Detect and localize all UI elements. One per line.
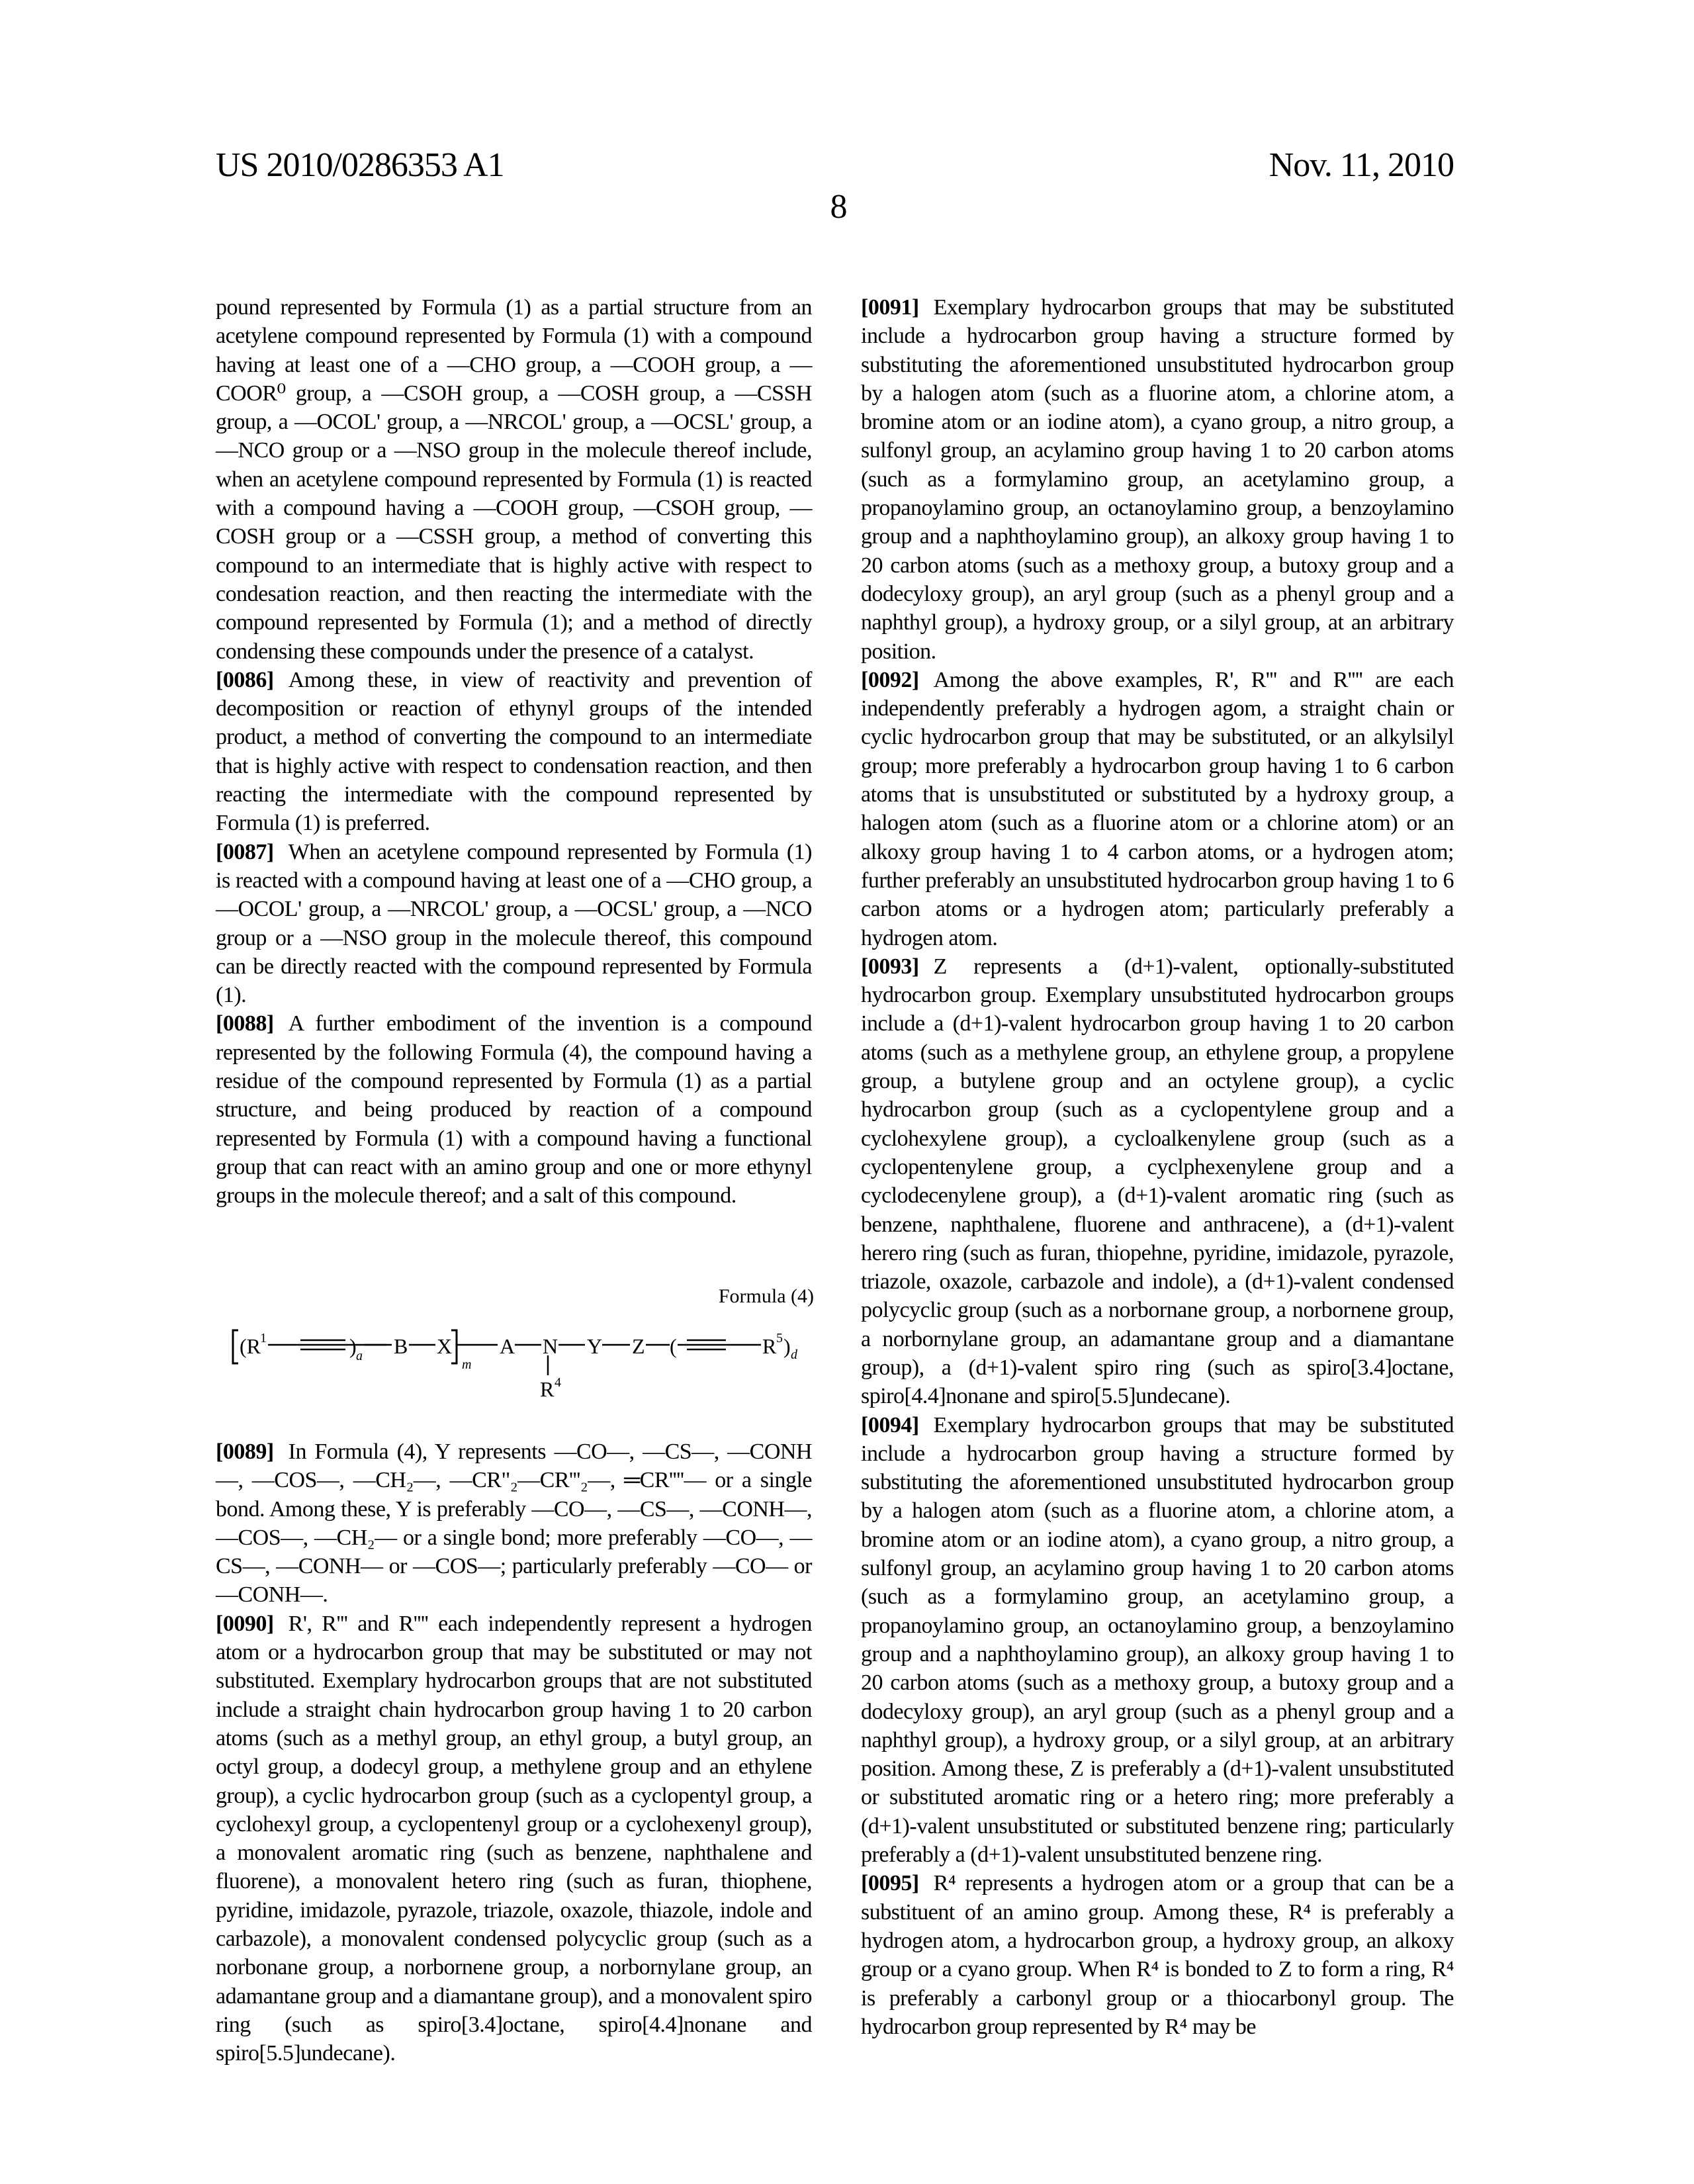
formula-r4-sup: 4 — [555, 1375, 561, 1390]
paragraph-number: [0088] — [216, 1011, 274, 1036]
formula-paren-open: ( — [670, 1334, 677, 1358]
paragraph-0087 — [216, 838, 812, 1010]
paragraph-number: [0086] — [216, 668, 274, 692]
paragraph-number: [0089] — [216, 1439, 274, 1464]
formula-sub-m: m — [462, 1357, 471, 1372]
paragraph-number: [0091] — [861, 295, 919, 320]
formula-y: Y — [587, 1334, 602, 1358]
paragraph-0091 — [861, 293, 1454, 666]
paragraph-text: Exemplary hydrocarbon groups that may be substituted include a hydrocarbon group having a structure formed by substituting the aforementioned unsubstituted hydrocarbon group by a halogen atom (such as a fluorine atom, a chlorine atom, a bromine atom or an iodine atom), a cyano group, a nitro group, a sulfonyl group, an acylamino group having 1 to 20 carbon atoms (such as a formylamino group, an acetylamino group, a propanoylamino group, an octanoylamino group, a benzoylamino group and a naphthoylamino group), an alkoxy group having 1 to 20 carbon atoms (such as a methoxy group, a butoxy group and a dodecyloxy group), an aryl group (such as a phenyl group and a naphthyl group), a hydroxy group, or a silyl group, at an arbitrary position. — [861, 295, 1454, 664]
paragraph-text: In Formula (4), Y represents —CO—, —CS—, —CONH—, —COS—, —CH₂—, —CR"₂—CR'''₂—, ═CR''''— or a single bond. Among these, Y is preferably —CO—, —CS—, —CONH—, —COS—, —CH₂— or a single bond; more preferably —CO—, —CS—, —CONH— or —COS—; particularly preferably —CO— or —CONH—. — [216, 1439, 812, 1607]
paragraph-0092 — [861, 666, 1454, 952]
paragraph-number: [0092] — [861, 668, 919, 692]
publication-number: US 2010/0286353 A1 — [216, 146, 504, 185]
paragraph-text: Among the above examples, R', R''' and R'''' are each independently preferably a hydrogen agom, a straight chain or cyclic hydrocarbon group that may be substituted, or an alkylsilyl group; more preferably a hydrocarbon group having 1 to 6 carbon atoms that is unsubstituted or substituted by a hydroxy group, a halogen atom (such as a fluorine atom or a chlorine atom) or an alkoxy group having 1 to 4 carbon atoms, or a hydrogen atom; further preferably an unsubstituted hydrocarbon group having 1 to 6 carbon atoms or a hydrogen atom; particularly preferably a hydrogen atom. — [861, 668, 1454, 950]
formula-b: B — [394, 1334, 408, 1358]
left-column-bottom — [216, 1437, 812, 2068]
paragraph-text: R⁴ represents a hydrogen atom or a group that can be a substituent of an amino group. Among these, R⁴ is preferably a hydrogen atom, a hydrocarbon group, a hydroxy group, an alkoxy group or a cyano group. When R⁴ is bonded to Z to form a ring, R⁴ is preferably a carbonyl group or a thiocarbonyl group. The hydrocarbon group represented by R⁴ may be — [861, 1871, 1454, 2038]
paragraph-0089 — [216, 1437, 812, 1610]
paragraph-number: [0087] — [216, 840, 274, 864]
formula-r5: R — [762, 1334, 777, 1358]
formula-r4: R — [540, 1377, 555, 1401]
paragraph-0086 — [216, 666, 812, 838]
formula-z: Z — [632, 1334, 645, 1358]
paragraph-0094 — [861, 1411, 1454, 1870]
formula-n: N — [543, 1334, 558, 1358]
publication-date: Nov. 11, 2010 — [1269, 146, 1454, 185]
formula-sub-a: a — [356, 1349, 363, 1363]
right-column — [861, 293, 1454, 2041]
paragraph-text: pound represented by Formula (1) as a partial structure from an acetylene compound represented by Formula (1) with a compound having at least one of a —CHO group, a —COOH group, a —COOR⁰ group, a —CSOH group, a —COSH group, a —CSSH group, a —OCOL' group, a —NRCOL' group, a —OCSL' group, a —NCO group or a —NSO group in the molecule thereof include, when an acetylene compound represented by Formula (1) is reacted with a compound having a —COOH group, —CSOH group, —COSH group or a —CSSH group, a method of converting this compound to an intermediate that is highly active with respect to condesation reaction, and then reacting the intermediate with the compound represented by Formula (1); and a method of directly condensing these compounds under the presence of a catalyst. — [216, 295, 812, 664]
paragraph-number: [0094] — [861, 1413, 919, 1437]
paragraph-text: R', R''' and R'''' each independently represent a hydrogen atom or a hydrocarbon group that may be substituted or may not substituted. Exemplary hydrocarbon groups that are not substituted include a straight chain hydrocarbon group having 1 to 20 carbon atoms (such as a methyl group, an ethyl group, a butyl group, an octyl group, a dodecyl group, a methylene group and an ethylene group), a cyclic hydrocarbon group (such as a cyclopentyl group, a cyclohexyl group, a cyclopentenyl group or a cyclohexenyl group), a monovalent aromatic ring (such as benzene, naphthalene and fluorene), a monovalent hetero ring (such as furan, thiophene, pyridine, imidazole, pyrazole, triazole, oxazole, thiazole, indole and carbazole), a monovalent condensed polycyclic group (such as a norbonane group, a norbornene group, a norbornylane group, an adamantane group and a diamantane group), and a monovalent spiro ring (such as spiro[3.4]octane, spiro[4.4]nonane and spiro[5.5]undecane). — [216, 1612, 812, 2066]
formula-r5-close: ) — [783, 1334, 791, 1358]
paragraph-0088 — [216, 1009, 812, 1210]
formula-r5-sup: 5 — [776, 1331, 783, 1345]
formula-4-structure — [199, 1277, 834, 1410]
paragraph-text: Exemplary hydrocarbon groups that may be substituted include a hydrocarbon group having a structure formed by substituting the aforementioned unsubstituted hydrocarbon group by a halogen atom (such as a fluorine atom, a chlorine atom, a bromine atom or an iodine atom), a cyano group, a nitro group, a sulfonyl group, an acylamino group having 1 to 20 carbon atoms (such as a formylamino group, an acetylamino group, a propanoylamino group, an octanoylamino group, a benzoylamino group and a naphthoylamino group), an alkoxy group having 1 to 20 carbon atoms (such as a methoxy group, a butoxy group and a dodecyloxy group), an aryl group (such as a phenyl group and a naphthyl group), a hydroxy group, or a silyl group, at an arbitrary position. Among these, Z is preferably a (d+1)-valent unsubstituted or substituted aromatic ring or a hetero ring; more preferably a (d+1)-valent unsubstituted or substituted benzene ring; particularly preferably a (d+1)-valent unsubstituted benzene ring. — [861, 1413, 1454, 1867]
page-number: 8 — [821, 187, 856, 227]
paragraph-text: Among these, in view of reactivity and prevention of decomposition or reaction of ethynyl groups of the intended product, a method of converting the compound to an intermediate that is highly active with respect to condensation reaction, and then reacting the intermediate with the compound represented by Formula (1) is preferred. — [216, 668, 812, 835]
paragraph-0090 — [216, 1610, 812, 2068]
paragraph-continuation — [216, 293, 812, 666]
paragraph-0093 — [861, 952, 1454, 1411]
left-column-top — [216, 293, 812, 1210]
paragraph-text: A further embodiment of the invention is a compound represented by the following Formula (4), the compound having a residue of the compound represented by Formula (1) as a partial structure, and being produced by reaction of a compound represented by Formula (1) with a compound having a functional group that can react with an amino group and one or more ethynyl groups in the molecule thereof; and a salt of this compound. — [216, 1011, 812, 1208]
formula-r1-sup: 1 — [260, 1331, 267, 1345]
formula-x: X — [437, 1334, 452, 1358]
paragraph-0095 — [861, 1869, 1454, 2041]
paragraph-number: [0095] — [861, 1871, 919, 1895]
right-bracket — [451, 1330, 457, 1363]
formula-a: A — [500, 1334, 515, 1358]
formula-label: Formula (4) — [719, 1285, 814, 1307]
left-bracket — [233, 1330, 238, 1363]
formula-sub-d: d — [791, 1347, 798, 1362]
paragraph-text: Z represents a (d+1)-valent, optionally-substituted hydrocarbon group. Exemplary unsubstituted hydrocarbon groups include a (d+1)-valent hydrocarbon group having 1 to 20 carbon atoms (such as a methylene group, an ethylene group, a propylene group, a butylene group and an octylene group), a cyclic hydrocarbon group (such as a cyclopentylene group and a cyclohexylene group), a cycloalkenylene group (such as a cyclopentenylene group, a cyclphexenylene group and a cyclodecenylene group), a (d+1)-valent aromatic ring (such as benzene, naphthalene, fluorene and anthracene), a (d+1)-valent herero ring (such as furan, thiopehne, pyridine, imidazole, pyrazole, triazole, oxazole, carbazole and indole), a (d+1)-valent condensed polycyclic group (such as a norbornane group, a norbornene group, a norbornylane group, an adamantane group and a diamantane group), a (d+1)-valent spiro ring (such as spiro[3.4]octane, spiro[4.4]nonane and spiro[5.5]undecane). — [861, 954, 1454, 1408]
formula-paren-close: ) — [349, 1334, 357, 1358]
formula-r1: (R — [240, 1334, 261, 1358]
paragraph-text: When an acetylene compound represented by Formula (1) is reacted with a compound having at least one of a —CHO group, a —OCOL' group, a —NRCOL' group, a —OCSL' group, a —NCO group or a —NSO group in the molecule thereof, this compound can be directly reacted with the compound represented by Formula (1). — [216, 840, 812, 1007]
paragraph-number: [0093] — [861, 954, 919, 979]
paragraph-number: [0090] — [216, 1612, 274, 1636]
formula-4 — [199, 1277, 834, 1410]
